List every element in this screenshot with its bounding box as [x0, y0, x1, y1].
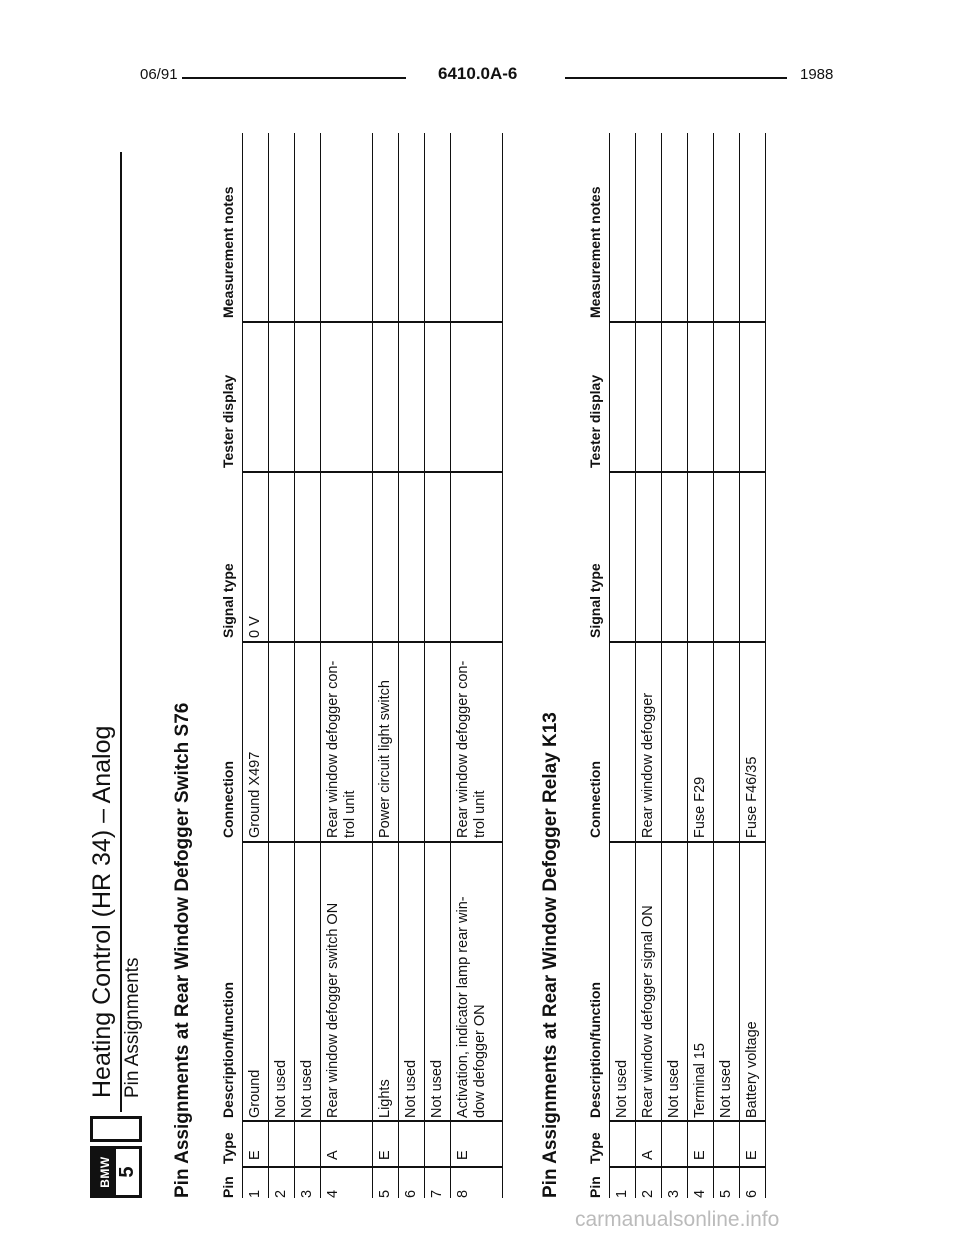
col-connection: Connection — [220, 761, 236, 838]
connection-cell — [640, 693, 657, 838]
description-cell-line1: Not used — [299, 1059, 315, 1118]
connection-cell-line1: Fuse F46/35 — [744, 756, 760, 838]
col-description: Description/function — [587, 981, 603, 1118]
pin-divider — [242, 1167, 502, 1169]
pin-cell: 4 — [692, 1189, 708, 1198]
table-row — [609, 133, 636, 1198]
table1-heading: Pin Assignments at Rear Window Defogger Switch S76 — [172, 702, 193, 1198]
pin-cell: 5 — [718, 1189, 734, 1198]
description-cell — [299, 1060, 316, 1118]
description-cell — [429, 1060, 446, 1118]
type-cell: A — [640, 1150, 656, 1160]
col-signal-type: Signal type — [587, 563, 603, 638]
table-row — [713, 133, 740, 1198]
type-cell: E — [692, 1150, 708, 1160]
description-cell-line1: Ground — [247, 1069, 263, 1118]
pin-cell: 5 — [377, 1189, 393, 1198]
signal-divider — [609, 472, 765, 474]
pin-cell: 6 — [744, 1189, 760, 1198]
description-divider — [609, 842, 765, 844]
header-rule-right — [565, 77, 787, 79]
pin-cell: 3 — [299, 1189, 315, 1198]
description-cell — [614, 1060, 631, 1118]
description-cell — [247, 1070, 264, 1118]
connection-divider — [242, 642, 502, 644]
description-divider — [242, 842, 502, 844]
pin-cell: 2 — [640, 1189, 656, 1198]
description-cell-line1: Not used — [273, 1059, 289, 1118]
page-title: Heating Control (HR 34) – Analog — [88, 725, 116, 1098]
table-row — [424, 133, 451, 1198]
col-tester-display: Tester display — [587, 374, 603, 468]
description-cell — [744, 1021, 761, 1118]
signal-divider — [242, 472, 502, 474]
description-cell — [692, 1043, 709, 1118]
connection-cell — [325, 661, 359, 838]
pin-cell: 1 — [247, 1189, 263, 1198]
description-cell-line1: Not used — [666, 1059, 682, 1118]
table-row — [242, 133, 269, 1198]
description-cell-line1: Not used — [429, 1059, 445, 1118]
table-row — [635, 133, 662, 1198]
table-row — [372, 133, 399, 1198]
connection-cell — [377, 680, 394, 838]
col-pin: Pin — [587, 1176, 603, 1198]
pin-divider — [609, 1167, 765, 1169]
document-number: 6410.0A-6 — [438, 64, 518, 83]
connection-cell-line1: Fuse F29 — [692, 776, 708, 838]
col-pin: Pin — [220, 1176, 236, 1198]
description-cell-line1: Not used — [614, 1059, 630, 1118]
description-cell-line1: Rear window defogger switch ON — [325, 902, 341, 1118]
description-cell — [718, 1060, 735, 1118]
type-divider — [609, 1121, 765, 1123]
type-cell: E — [744, 1150, 760, 1160]
pin-cell: 2 — [273, 1189, 289, 1198]
table-row — [320, 133, 373, 1198]
description-cell — [640, 905, 657, 1118]
col-signal-type: Signal type — [220, 563, 236, 638]
type-cell: E — [377, 1150, 393, 1160]
description-cell-line2: dow defogger ON — [472, 1004, 488, 1118]
connection-cell-line1: Rear window defogger con- — [455, 660, 471, 838]
rotated-page-body — [90, 98, 800, 1198]
logo-brand: BMW — [93, 1149, 116, 1195]
description-cell-line1: Rear window defogger signal ON — [640, 905, 656, 1118]
table1 — [220, 133, 580, 1198]
connection-cell — [455, 661, 489, 838]
description-cell-line1: Terminal 15 — [692, 1043, 708, 1118]
description-cell — [403, 1060, 420, 1118]
description-cell-line1: Lights — [377, 1079, 393, 1118]
description-cell-line1: Battery voltage — [744, 1021, 760, 1118]
col-type: Type — [220, 1132, 236, 1164]
pin-cell: 6 — [403, 1189, 419, 1198]
description-cell — [273, 1060, 290, 1118]
watermark: carmanualsonline.info — [575, 1208, 780, 1231]
connection-cell-line2: trol unit — [472, 790, 488, 838]
description-cell-line1: Not used — [403, 1059, 419, 1118]
description-cell-line1: Not used — [718, 1059, 734, 1118]
bmw-logo — [90, 1146, 142, 1198]
col-type: Type — [587, 1132, 603, 1164]
pin-cell: 3 — [666, 1189, 682, 1198]
type-divider — [242, 1121, 502, 1123]
connection-cell — [692, 777, 709, 838]
col-tester-display: Tester display — [220, 374, 236, 468]
col-description: Description/function — [220, 981, 236, 1118]
model-year: 1988 — [800, 66, 834, 83]
connection-cell-line2: trol unit — [342, 790, 358, 838]
connection-cell-line1: Rear window defogger — [640, 692, 656, 838]
pin-cell: 1 — [614, 1189, 630, 1198]
revision-date: 06/91 — [140, 66, 178, 83]
type-cell: E — [247, 1150, 263, 1160]
col-measurement-notes: Measurement notes — [220, 186, 236, 318]
connection-divider — [609, 642, 765, 644]
connection-cell-line1: Ground X497 — [247, 751, 263, 838]
description-cell-line1: Activation, indicator lamp rear win- — [455, 896, 471, 1118]
table-row — [268, 133, 295, 1198]
pin-cell: 8 — [455, 1189, 471, 1198]
description-cell — [377, 1079, 394, 1118]
logo-group: 5 — [116, 1149, 139, 1195]
col-connection: Connection — [587, 761, 603, 838]
pin-cell: 4 — [325, 1189, 341, 1198]
tester-divider — [242, 322, 502, 324]
pin-cell: 7 — [429, 1189, 445, 1198]
connection-cell — [247, 752, 264, 838]
table2-heading: Pin Assignments at Rear Window Defogger Relay K13 — [540, 712, 561, 1198]
table-row — [450, 133, 503, 1198]
signal-type-cell: 0 V — [247, 616, 263, 638]
table-bottom-rule — [502, 133, 503, 1198]
table-row — [398, 133, 425, 1198]
table-row — [661, 133, 688, 1198]
connection-cell — [744, 757, 761, 838]
logo-frame — [90, 1116, 142, 1142]
page-subtitle: Pin Assignments — [122, 957, 143, 1098]
type-cell: E — [455, 1150, 471, 1160]
description-cell — [325, 903, 342, 1118]
col-measurement-notes: Measurement notes — [587, 186, 603, 318]
type-cell: A — [325, 1150, 341, 1160]
connection-cell-line1: Power circuit light switch — [377, 680, 393, 838]
connection-cell-line1: Rear window defogger con- — [325, 660, 341, 838]
table2 — [587, 133, 787, 1198]
table-row — [294, 133, 321, 1198]
table-row — [687, 133, 714, 1198]
table-bottom-rule — [765, 133, 766, 1198]
description-cell — [666, 1060, 683, 1118]
tester-divider — [609, 322, 765, 324]
header-rule-left — [182, 77, 406, 79]
table-row — [739, 133, 766, 1198]
description-cell — [455, 896, 489, 1118]
